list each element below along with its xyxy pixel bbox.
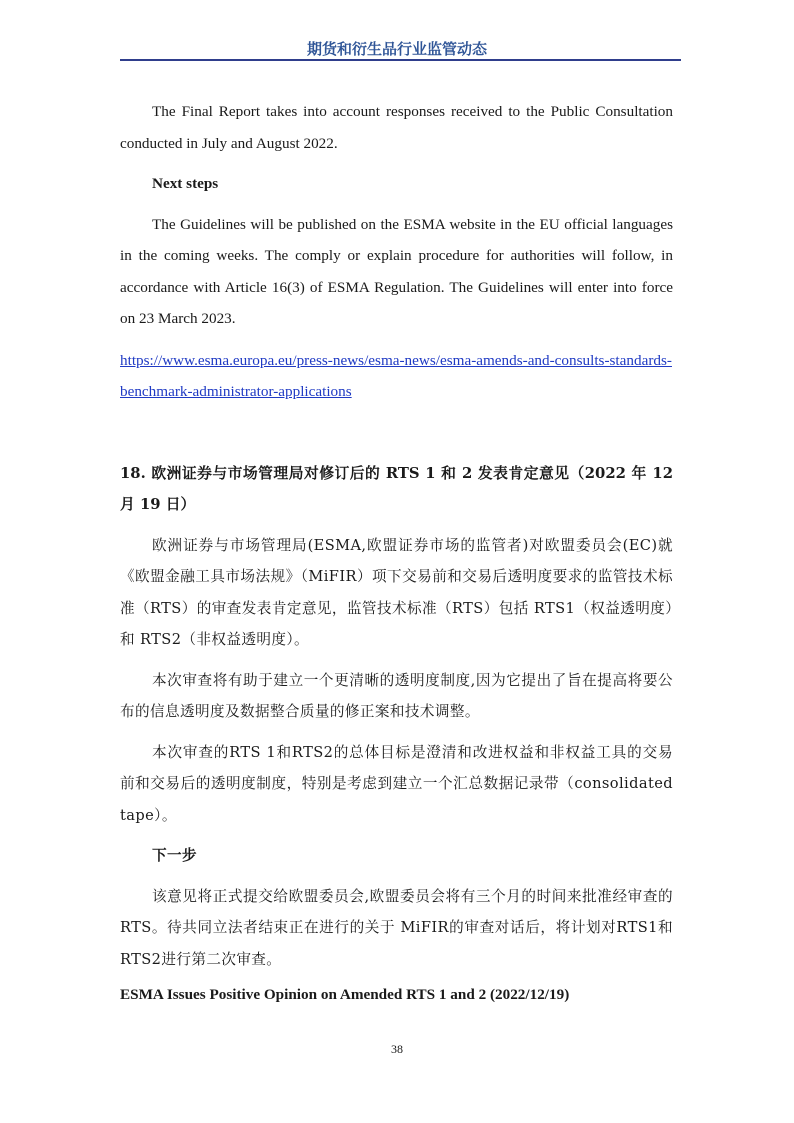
next-steps-heading: Next steps	[152, 175, 219, 192]
section-18-paragraph-3: 本次审查的RTS 1和RTS2的总体目标是澄清和改进权益和非权益工具的交易前和交易后的透明度制度，特别是考虑到建立一个汇总数据记录带（consolidated tape）。	[120, 743, 673, 824]
section-18-paragraph-2: 本次审查将有助于建立一个更清晰的透明度制度,因为它提出了旨在提高将要公布的信息透明度及数据整合质量的修正案和技术调整。	[120, 671, 673, 720]
section-18-title: 18. 欧洲证券与市场管理局对修订后的 RTS 1 和 2 发表肯定意见（2022 年 12 月 19 日）	[120, 464, 673, 513]
source-link[interactable]: https://www.esma.europa.eu/press-news/esma-news/esma-amends-and-consults-standards-benchmark-administrator-applications	[120, 351, 672, 400]
english-paragraph-1: The Final Report takes into account responses received to the Public Consultation conducted in July and August 2022.	[120, 103, 673, 152]
section-18-english-title: ESMA Issues Positive Opinion on Amended RTS 1 and 2 (2022/12/19)	[120, 986, 570, 1003]
page-number: 38	[391, 1042, 403, 1056]
section-18-paragraph-1: 欧洲证券与市场管理局(ESMA,欧盟证券市场的监管者)对欧盟委员会(EC)就《欧盟金融工具市场法规》（MiFIR）项下交易前和交易后透明度要求的监管技术标准（RTS）的审查发表肯定意见，监管技术标准（RTS）包括 RTS1（权益透明度）和 RTS2（非权益透明度）。	[120, 536, 673, 648]
page-header-title: 期货和衍生品行业监管动态	[306, 40, 487, 58]
english-paragraph-2: The Guidelines will be published on the ESMA website in the EU official languages in the coming weeks. The comply or explain procedure for authorities will follow, in accordance with Article 16(3) of ESMA Regulation. The Guidelines will enter into force on 23 March 2023.	[120, 215, 673, 327]
section-18-paragraph-4: 该意见将正式提交给欧盟委员会,欧盟委员会将有三个月的时间来批准经审查的RTS。待共同立法者结束正在进行的关于 MiFIR的审查对话后，将计划对RTS1和RTS2进行第二次审查。	[120, 887, 673, 968]
section-18-next-steps-heading: 下一步	[152, 847, 197, 864]
header-divider	[120, 59, 681, 61]
page-content	[120, 96, 673, 1011]
